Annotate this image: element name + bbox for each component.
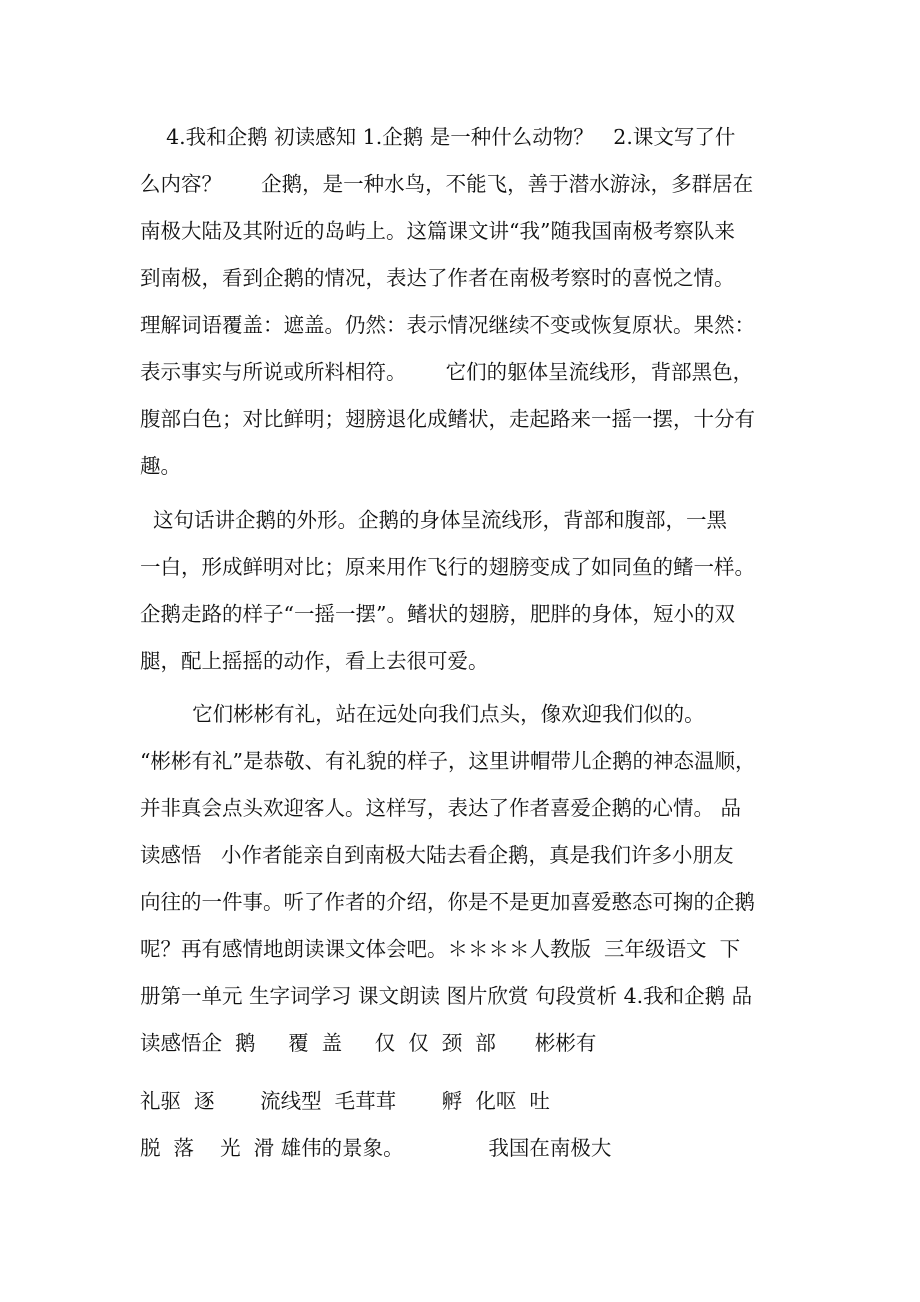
text-line: 礼驱 逐 流线型 毛茸茸 孵 化呕 吐 bbox=[140, 1089, 550, 1113]
text-line: 南极大陆及其附近的岛屿上。这篇课文讲“我”随我国南极考察队来 bbox=[140, 219, 735, 243]
text-line: 它们彬彬有礼，站在远处向我们点头，像欢迎我们似的。 bbox=[140, 702, 705, 726]
text-line: 4.我和企鹅 初读感知 1.企鹅 是一种什么动物？ 2.课文写了什 bbox=[140, 125, 736, 149]
text-line: 读感悟企 鹅 覆 盖 仅 仅 颈 部 彬彬有 bbox=[140, 1031, 597, 1055]
text-line: 企鹅走路的样子“一摇一摆”。鳍状的翅膀，肥胖的身体，短小的双 bbox=[140, 602, 735, 626]
text-line: 理解词语覆盖：遮盖。仍然：表示情况继续不变或恢复原状。果然： bbox=[140, 313, 755, 337]
text-line: 脱 落 光 滑 雄伟的景象。 我国在南极大 bbox=[140, 1136, 612, 1160]
text-line: “彬彬有礼”是恭敬、有礼貌的样子，这里讲帽带儿企鹅的神态温顺， bbox=[140, 749, 756, 773]
text-line: 表示事实与所说或所料相符。 它们的躯体呈流线形，背部黑色， bbox=[140, 360, 754, 384]
text-line: 册第一单元 生字词学习 课文朗读 图片欣赏 句段赏析 4.我和企鹅 品 bbox=[140, 984, 753, 1008]
text-line: 到南极，看到企鹅的情况，表达了作者在南极考察时的喜悦之情。 bbox=[140, 266, 735, 290]
text-line: 这句话讲企鹅的外形。企鹅的身体呈流线形，背部和腹部，一黑 bbox=[140, 508, 728, 532]
text-line: 一白，形成鲜明对比；原来用作飞行的翅膀变成了如同鱼的鳍一样。 bbox=[140, 555, 755, 579]
text-line: 么内容？ 企鹅，是一种水鸟，不能飞，善于潜水游泳，多群居在 bbox=[140, 172, 754, 196]
text-line: 腿，配上摇摇的动作，看上去很可爱。 bbox=[140, 649, 489, 673]
text-line: 腹部白色；对比鲜明；翅膀退化成鳍状，走起路来一摇一摆，十分有 bbox=[140, 407, 755, 431]
text-line: 呢？再有感情地朗读课文体会吧。＊＊＊＊人教版 三年级语文 下 bbox=[140, 937, 741, 961]
text-line: 并非真会点头欢迎客人。这样写，表达了作者喜爱企鹅的心情。 品 bbox=[140, 796, 742, 820]
text-line: 向往的一件事。听了作者的介绍，你是不是更加喜爱憨态可掬的企鹅 bbox=[140, 890, 755, 914]
text-line: 趣。 bbox=[140, 454, 181, 478]
text-line: 读感悟 小作者能亲自到南极大陆去看企鹅，真是我们许多小朋友 bbox=[140, 843, 734, 867]
